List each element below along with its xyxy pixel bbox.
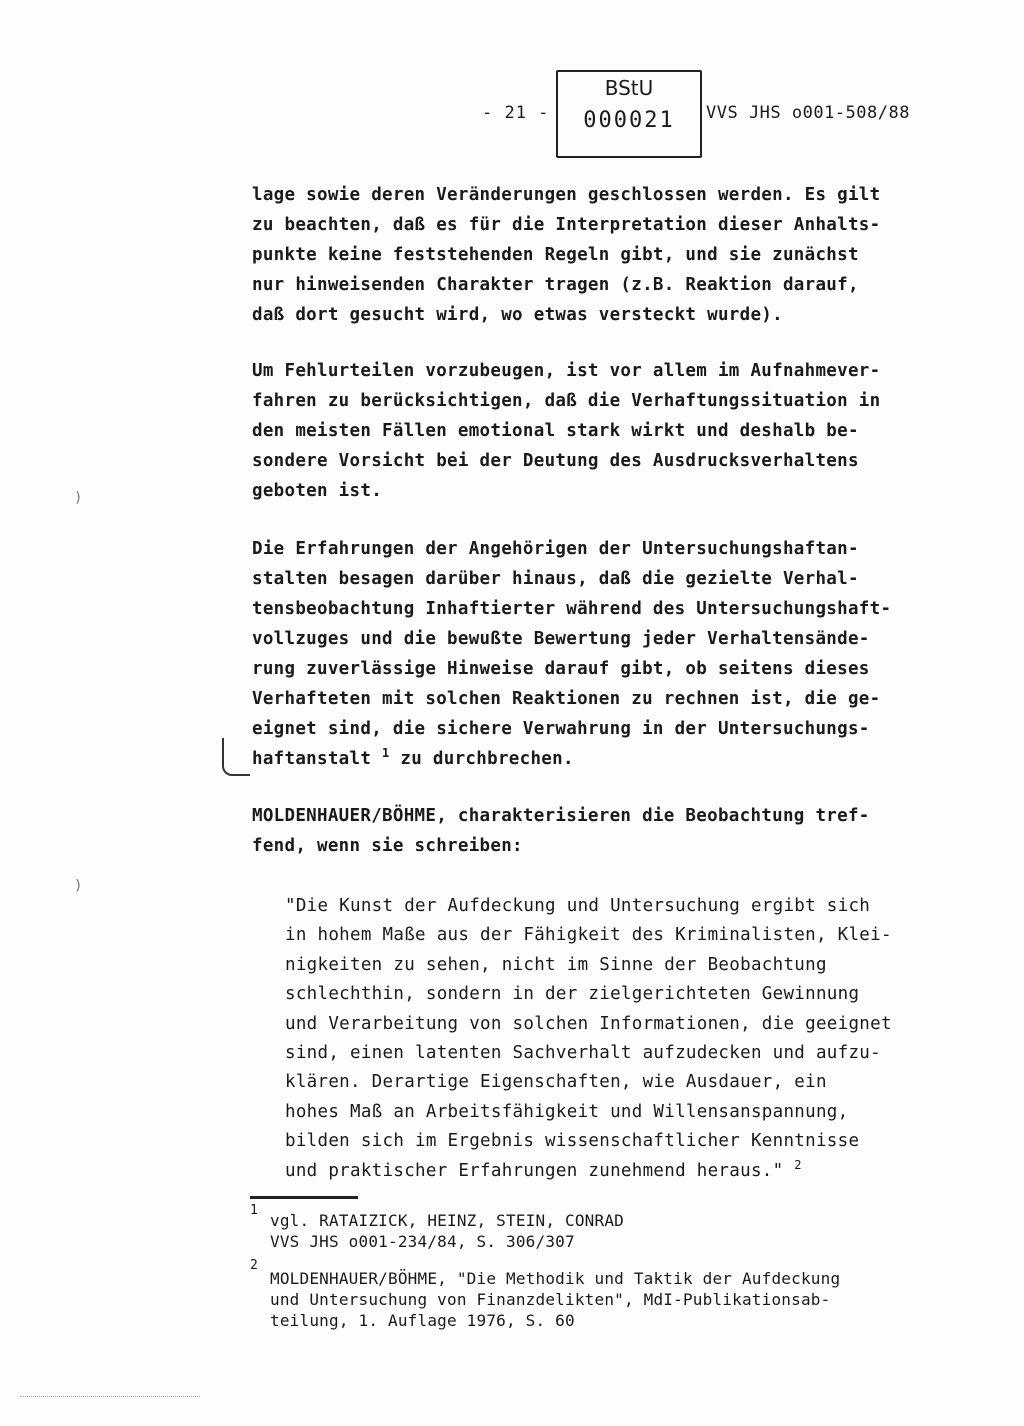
text-line: sondere Vorsicht bei der Deutung des Ausdrucksverhaltens <box>252 451 859 471</box>
quote-line: klären. Derartige Eigenschaften, wie Ausdauer, ein <box>285 1072 827 1093</box>
text-line: MOLDENHAUER/BÖHME, charakterisieren die Beobachtung tref- <box>252 806 870 826</box>
text-line: rung zuverlässige Hinweise darauf gibt, ob seitens dieses <box>252 659 870 679</box>
paragraph-4 <box>252 801 962 861</box>
text-fragment: haftanstalt <box>252 749 372 769</box>
footnote-line: vgl. RATAIZICK, HEINZ, STEIN, CONRAD <box>270 1211 624 1230</box>
text-line: fend, wenn sie schreiben: <box>252 836 523 856</box>
text-line: Verhafteten mit solchen Reaktionen zu rechnen ist, die ge- <box>252 689 881 709</box>
text-line: daß dort gesucht wird, wo etwas versteckt wurde). <box>252 305 783 325</box>
margin-bracket-mark <box>222 738 250 776</box>
page-number: - 21 - <box>482 103 550 123</box>
quote-line: nigkeiten zu sehen, nicht im Sinne der Beobachtung <box>285 954 827 975</box>
archive-stamp <box>556 70 702 158</box>
footnote-ref: 2 <box>794 1157 802 1172</box>
text-line: nur hinweisenden Charakter tragen (z.B. Reaktion darauf, <box>252 275 859 295</box>
footnote-marker: 2 <box>250 1258 258 1273</box>
footnote-line: VVS JHS o001-234/84, S. 306/307 <box>270 1232 575 1251</box>
footnote-separator <box>250 1196 358 1199</box>
paragraph-2 <box>252 356 962 506</box>
footnote-1 <box>270 1210 624 1252</box>
quote-line: schlechthin, sondern in der zielgerichteten Gewinnung <box>285 984 860 1005</box>
footnote-2 <box>270 1268 840 1331</box>
paragraph-1 <box>252 180 962 330</box>
margin-scribble: ) <box>74 878 83 894</box>
text-line: tensbeobachtung Inhaftierter während des Untersuchungshaft- <box>252 599 892 619</box>
quote-line: bilden sich im Ergebnis wissenschaftlicher Kenntnisse <box>285 1131 860 1152</box>
text-line: eignet sind, die sichere Verwahrung in der Untersuchungs- <box>252 719 870 739</box>
text-line-with-footnote <box>252 744 962 774</box>
text-line: Die Erfahrungen der Angehörigen der Untersuchungshaftan- <box>252 539 859 559</box>
footnote-ref: 1 <box>382 746 390 761</box>
text-line: Um Fehlurteilen vorzubeugen, ist vor allem im Aufnahmever- <box>252 361 881 381</box>
quote-line: hohes Maß an Arbeitsfähigkeit und Willensanspannung, <box>285 1101 849 1122</box>
quote-line: und Verarbeitung von solchen Informationen, die geeignet <box>285 1013 892 1034</box>
quote-line: "Die Kunst der Aufdeckung und Untersuchung ergibt sich <box>285 896 871 916</box>
stamp-number: 000021 <box>583 108 675 133</box>
text-line: lage sowie deren Veränderungen geschlossen werden. Es gilt <box>252 185 881 205</box>
text-fragment: zu durchbrechen. <box>400 749 574 769</box>
text-fragment: und praktischer Erfahrungen zunehmend heraus." <box>285 1160 784 1181</box>
block-quote <box>285 892 975 1186</box>
footnote-marker: 1 <box>250 1203 258 1218</box>
text-line: geboten ist. <box>252 481 383 501</box>
paragraph-3 <box>252 534 962 774</box>
scan-artifact-line <box>20 1396 200 1397</box>
quote-line: sind, einen latenten Sachverhalt aufzudecken und aufzu- <box>285 1042 881 1063</box>
document-reference: VVS JHS o001-508/88 <box>706 103 910 123</box>
stamp-label: BStU <box>604 76 654 100</box>
footnote-line: teilung, 1. Auflage 1976, S. 60 <box>270 1311 575 1330</box>
text-line: vollzuges und die bewußte Bewertung jeder Verhaltensände- <box>252 629 870 649</box>
text-line: punkte keine feststehenden Regeln gibt, und sie zunächst <box>252 245 859 265</box>
text-line: fahren zu berücksichtigen, daß die Verhaftungssituation in <box>252 391 881 411</box>
quote-line: in hohem Maße aus der Fähigkeit des Kriminalisten, Klei- <box>285 925 892 946</box>
text-line: den meisten Fällen emotional stark wirkt und deshalb be- <box>252 421 859 441</box>
margin-scribble: ) <box>74 490 83 506</box>
footnote-line: und Untersuchung von Finanzdelikten", MdI-Publikationsab- <box>270 1290 831 1309</box>
footnote-line: MOLDENHAUER/BÖHME, "Die Methodik und Taktik der Aufdeckung <box>270 1269 841 1288</box>
text-line: stalten besagen darüber hinaus, daß die gezielte Verhal- <box>252 569 859 589</box>
text-line: zu beachten, daß es für die Interpretation dieser Anhalts- <box>252 215 881 235</box>
quote-line-with-footnote <box>285 1157 975 1186</box>
